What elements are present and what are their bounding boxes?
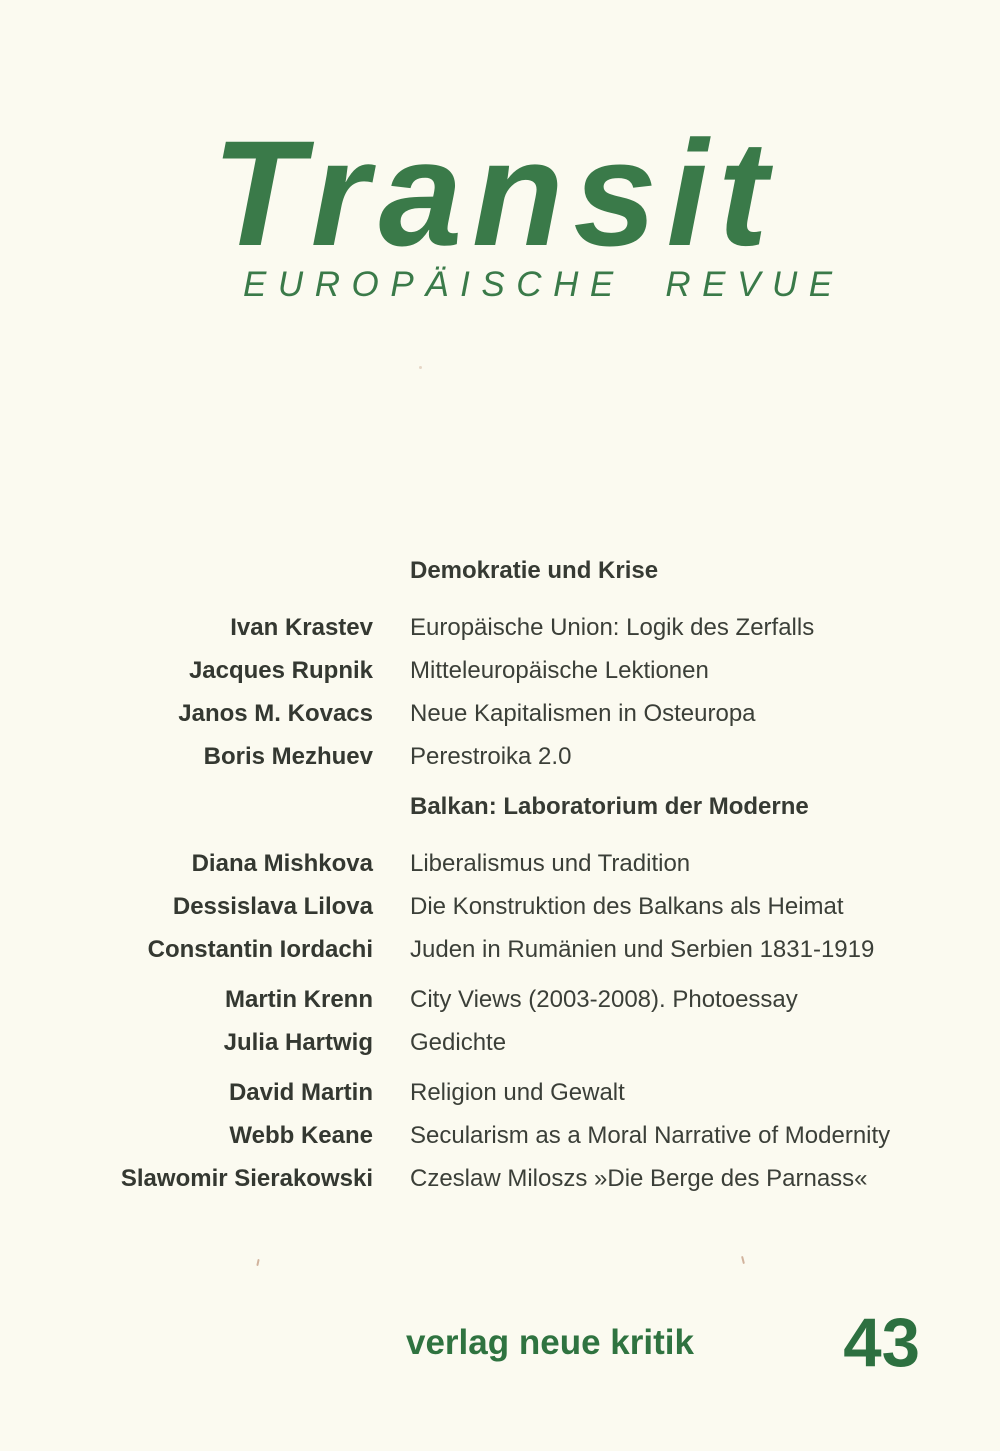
journal-subtitle: EUROPÄISCHE REVUE bbox=[243, 265, 844, 304]
toc-row bbox=[0, 1078, 1000, 1108]
toc-title: Religion und Gewalt bbox=[410, 1079, 625, 1106]
toc-row bbox=[0, 1121, 1000, 1151]
toc-author: Boris Mezhuev bbox=[203, 743, 373, 770]
toc-title: City Views (2003-2008). Photoessay bbox=[410, 986, 798, 1013]
scan-speck bbox=[419, 366, 422, 369]
toc-author: Constantin Iordachi bbox=[147, 936, 373, 963]
toc-row bbox=[0, 935, 1000, 965]
table-of-contents bbox=[0, 556, 1000, 1214]
toc-author: Webb Keane bbox=[229, 1122, 373, 1149]
toc-section-heading bbox=[0, 792, 1000, 822]
toc-row bbox=[0, 742, 1000, 772]
heading-spacer bbox=[0, 792, 373, 822]
toc-title: Neue Kapitalismen in Osteuropa bbox=[410, 700, 756, 727]
toc-section bbox=[0, 556, 1000, 772]
toc-row bbox=[0, 613, 1000, 643]
toc-author: Diana Mishkova bbox=[191, 850, 373, 877]
toc-row bbox=[0, 699, 1000, 729]
toc-title: Europäische Union: Logik des Zerfalls bbox=[410, 614, 815, 641]
scan-speck bbox=[741, 1256, 745, 1264]
toc-row bbox=[0, 892, 1000, 922]
toc-author: David Martin bbox=[228, 1079, 373, 1106]
toc-row bbox=[0, 1164, 1000, 1194]
toc-title: Juden in Rumänien und Serbien 1831-1919 bbox=[410, 936, 875, 963]
heading-text: Demokratie und Krise bbox=[410, 557, 659, 584]
scan-speck bbox=[256, 1259, 259, 1266]
toc-row bbox=[0, 1028, 1000, 1058]
heading-text: Balkan: Laboratorium der Moderne bbox=[410, 793, 809, 820]
publisher-name: verlag neue kritik bbox=[406, 1323, 694, 1362]
issue-number: 43 bbox=[843, 1304, 920, 1381]
toc-title: Secularism as a Moral Narrative of Modernity bbox=[410, 1122, 891, 1149]
toc-author: Slawomir Sierakowski bbox=[120, 1165, 373, 1192]
toc-row bbox=[0, 656, 1000, 686]
toc-section bbox=[0, 1078, 1000, 1194]
toc-section bbox=[0, 985, 1000, 1058]
toc-title: Mitteleuropäische Lektionen bbox=[410, 657, 709, 684]
journal-title: Transit bbox=[212, 109, 778, 277]
toc-row bbox=[0, 849, 1000, 879]
toc-section bbox=[0, 792, 1000, 965]
toc-section-heading bbox=[0, 556, 1000, 586]
toc-title: Gedichte bbox=[410, 1029, 507, 1056]
toc-row bbox=[0, 985, 1000, 1015]
toc-title: Liberalismus und Tradition bbox=[410, 850, 691, 877]
toc-author: Martin Krenn bbox=[224, 986, 373, 1013]
toc-title: Perestroika 2.0 bbox=[410, 743, 572, 770]
toc-title: Die Konstruktion des Balkans als Heimat bbox=[410, 893, 844, 920]
toc-title: Czeslaw Miloszs »Die Berge des Parnass« bbox=[410, 1165, 868, 1192]
toc-author: Dessislava Lilova bbox=[172, 893, 373, 920]
toc-author: Ivan Krastev bbox=[230, 614, 373, 641]
heading-spacer bbox=[0, 556, 373, 586]
toc-author: Janos M. Kovacs bbox=[178, 700, 373, 727]
toc-author: Julia Hartwig bbox=[223, 1029, 373, 1056]
toc-author: Jacques Rupnik bbox=[188, 657, 373, 684]
